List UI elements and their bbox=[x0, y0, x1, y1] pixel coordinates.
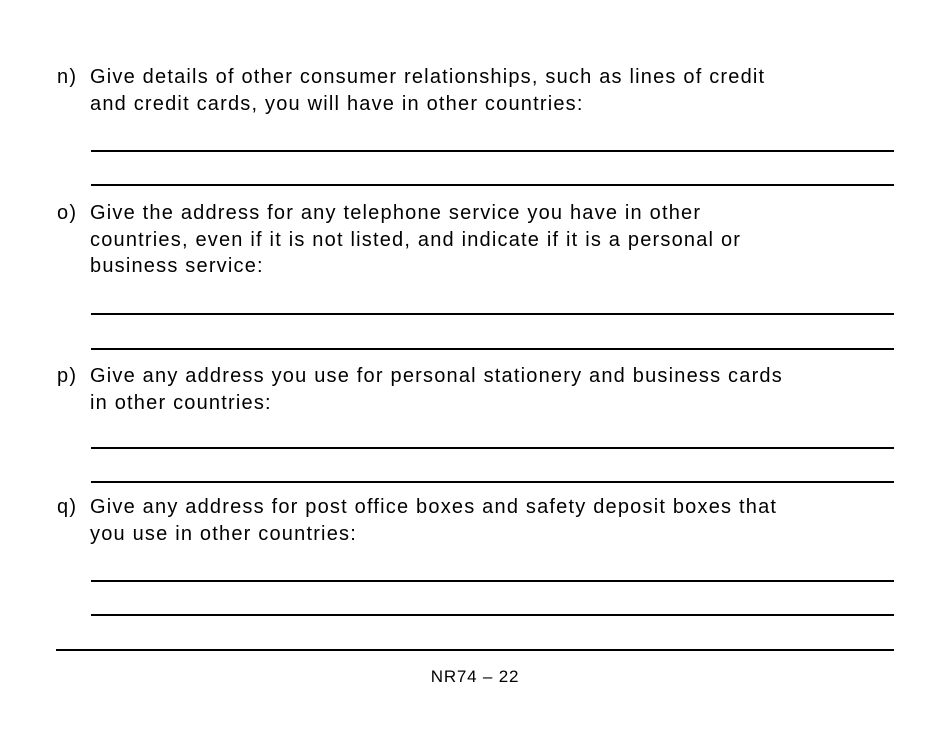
answer-line-n-1[interactable] bbox=[91, 150, 894, 152]
question-text-line: Give details of other consumer relationships, such as lines of credit bbox=[90, 66, 766, 88]
question-text bbox=[90, 494, 890, 547]
answer-line-q-1[interactable] bbox=[91, 580, 894, 582]
answer-line-p-1[interactable] bbox=[91, 447, 894, 449]
question-text-line: Give the address for any telephone service you have in other bbox=[90, 202, 702, 224]
page-number: NR74 – 22 bbox=[430, 667, 520, 686]
question-letter: q) bbox=[57, 496, 78, 518]
question-text-line: business service: bbox=[90, 255, 264, 277]
answer-line-p-2[interactable] bbox=[91, 481, 894, 483]
question-letter: p) bbox=[57, 365, 78, 387]
answer-line-n-2[interactable] bbox=[91, 184, 894, 186]
question-text bbox=[90, 200, 890, 280]
question-text-line: Give any address you use for personal stationery and business cards bbox=[90, 365, 783, 387]
footer-divider bbox=[56, 649, 894, 651]
question-text bbox=[90, 363, 890, 416]
answer-line-o-1[interactable] bbox=[91, 313, 894, 315]
question-text-line: you use in other countries: bbox=[90, 522, 357, 545]
question-letter: o) bbox=[57, 202, 78, 224]
answer-line-o-2[interactable] bbox=[91, 348, 894, 350]
question-text-line: and credit cards, you will have in other countries: bbox=[90, 92, 584, 115]
question-text bbox=[90, 64, 890, 117]
answer-line-q-2[interactable] bbox=[91, 614, 894, 616]
question-letter: n) bbox=[57, 66, 78, 88]
question-text-line: in other countries: bbox=[90, 391, 272, 414]
question-text-line: Give any address for post office boxes and safety deposit boxes that bbox=[90, 496, 778, 518]
question-text-line: countries, even if it is not listed, and indicate if it is a personal or bbox=[90, 228, 742, 251]
